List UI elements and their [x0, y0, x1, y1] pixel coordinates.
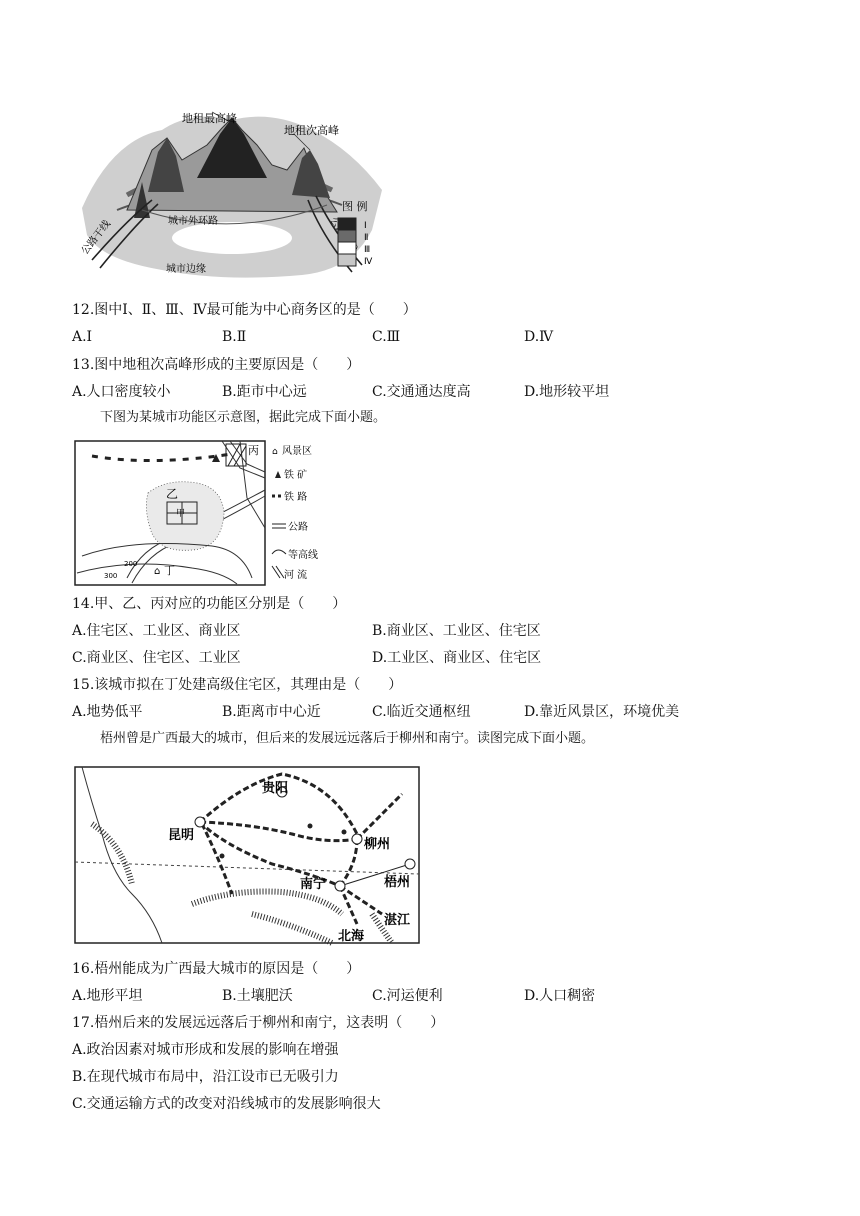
- legend-item-1: Ⅰ: [364, 221, 367, 231]
- q13-option-d[interactable]: D.地形较平坦: [524, 384, 610, 400]
- legend-river: 河 流: [284, 570, 308, 581]
- q13-option-a[interactable]: A.人口密度较小: [72, 384, 171, 400]
- wuzhou-marker: [405, 859, 415, 869]
- legend-contour: 等高线: [288, 550, 318, 561]
- zone-jia-label: 甲: [176, 509, 186, 519]
- q14-option-d[interactable]: D.工业区、商业区、住宅区: [372, 650, 542, 666]
- question-15-stem: 15.该城市拟在丁处建高级住宅区，其理由是（ ）: [72, 677, 403, 693]
- land-rent-diagram: [72, 100, 392, 285]
- city-nanning: 南宁: [300, 877, 327, 892]
- guangxi-railway-map: [72, 764, 422, 946]
- liuzhou-marker: [352, 834, 362, 844]
- zone-bing-label: 丙: [248, 444, 259, 457]
- legend-item-2: Ⅱ: [364, 233, 369, 243]
- q17-option-c[interactable]: C.交通运输方式的改变对沿线城市的发展影响很大: [72, 1096, 381, 1112]
- legend-iron-ore: 铁 矿: [284, 470, 308, 481]
- q17-option-a[interactable]: A.政治因素对城市形成和发展的影响在增强: [72, 1042, 339, 1058]
- legend-railway: 铁 路: [284, 492, 308, 503]
- q12-option-d[interactable]: D.Ⅳ: [524, 329, 554, 345]
- q15-option-a[interactable]: A.地势低平: [72, 704, 143, 720]
- contour-200-label: 200: [124, 560, 138, 568]
- q12-option-b[interactable]: B.Ⅱ: [222, 329, 247, 345]
- q15-option-b[interactable]: B.距离市中心近: [222, 704, 321, 720]
- city-beihai: 北海: [338, 929, 365, 944]
- kunming-marker: [195, 817, 205, 827]
- q17-option-b[interactable]: B.在现代城市布局中，沿江设市已无吸引力: [72, 1069, 339, 1085]
- zone-yi-label: 乙: [166, 487, 179, 501]
- city-edge-label: 城市边缘: [166, 264, 206, 275]
- city-wuzhou: 梧州: [384, 875, 411, 890]
- city-guiyang: 贵阳: [262, 781, 289, 796]
- scenic-legend-icon: ⌂: [272, 447, 278, 457]
- secondary-peak-label: 地租次高峰: [284, 124, 339, 137]
- q15-option-d[interactable]: D.靠近风景区，环境优美: [524, 704, 680, 720]
- nanning-marker: [335, 881, 345, 891]
- iron-ore-icon: [275, 471, 281, 478]
- city-zhanjiang: 湛江: [384, 913, 411, 928]
- q16-option-d[interactable]: D.人口稠密: [524, 988, 596, 1004]
- contour-legend-icon: [272, 550, 286, 554]
- question-12-stem: 12.图中Ⅰ、Ⅱ、Ⅲ、Ⅳ最可能为中心商务区的是（ ）: [72, 302, 417, 318]
- q12-option-c[interactable]: C.Ⅲ: [372, 329, 401, 345]
- q14-option-b[interactable]: B.商业区、工业区、住宅区: [372, 623, 541, 639]
- contour-300-label: 300: [104, 572, 118, 580]
- ring-road-label: 城市外环路: [168, 216, 218, 227]
- q14-option-a[interactable]: A.住宅区、工业区、商业区: [72, 623, 241, 639]
- question-17-stem: 17.梧州后来的发展远远落后于柳州和南宁，这表明（ ）: [72, 1015, 445, 1031]
- q14-option-c[interactable]: C.商业区、住宅区、工业区: [72, 650, 241, 666]
- q12-option-a[interactable]: A.Ⅰ: [72, 329, 93, 345]
- q16-option-c[interactable]: C.河运便利: [372, 988, 443, 1004]
- scenic-icon: ⌂: [154, 566, 161, 577]
- city-liuzhou: 柳州: [364, 837, 391, 852]
- city-kunming: 昆明: [168, 828, 195, 843]
- scenic-ding-label: 丁: [164, 564, 175, 577]
- river-legend-icon: [272, 566, 280, 578]
- q15-option-c[interactable]: C.临近交通枢纽: [372, 704, 471, 720]
- question-13-stem: 13.图中地租次高峰形成的主要原因是（ ）: [72, 357, 361, 373]
- question-16-stem: 16.梧州能成为广西最大城市的原因是（ ）: [72, 961, 361, 977]
- legend-item-3: Ⅲ: [364, 245, 371, 255]
- legend-road: 公路: [288, 522, 308, 533]
- q16-option-b[interactable]: B.土壤肥沃: [222, 988, 293, 1004]
- legend-title: 图 例: [342, 200, 368, 213]
- intro-figure-2: 下图为某城市功能区示意图，据此完成下面小题。: [100, 410, 387, 425]
- q13-option-c[interactable]: C.交通通达度高: [372, 384, 471, 400]
- intro-figure-3: 梧州曾是广西最大的城市，但后来的发展远远落后于柳州和南宁。读图完成下面小题。: [100, 731, 595, 746]
- legend-item-4: Ⅳ: [364, 257, 373, 267]
- question-14-stem: 14.甲、乙、丙对应的功能区分别是（ ）: [72, 596, 347, 612]
- highway-label-left: 公路干线: [79, 218, 113, 257]
- q16-option-a[interactable]: A.地形平坦: [72, 988, 143, 1004]
- legend-scenic: 风景区: [282, 446, 312, 457]
- peak-label: 地租最高峰: [182, 112, 237, 125]
- q13-option-b[interactable]: B.距市中心远: [222, 384, 307, 400]
- city-function-zone-map: [72, 438, 340, 588]
